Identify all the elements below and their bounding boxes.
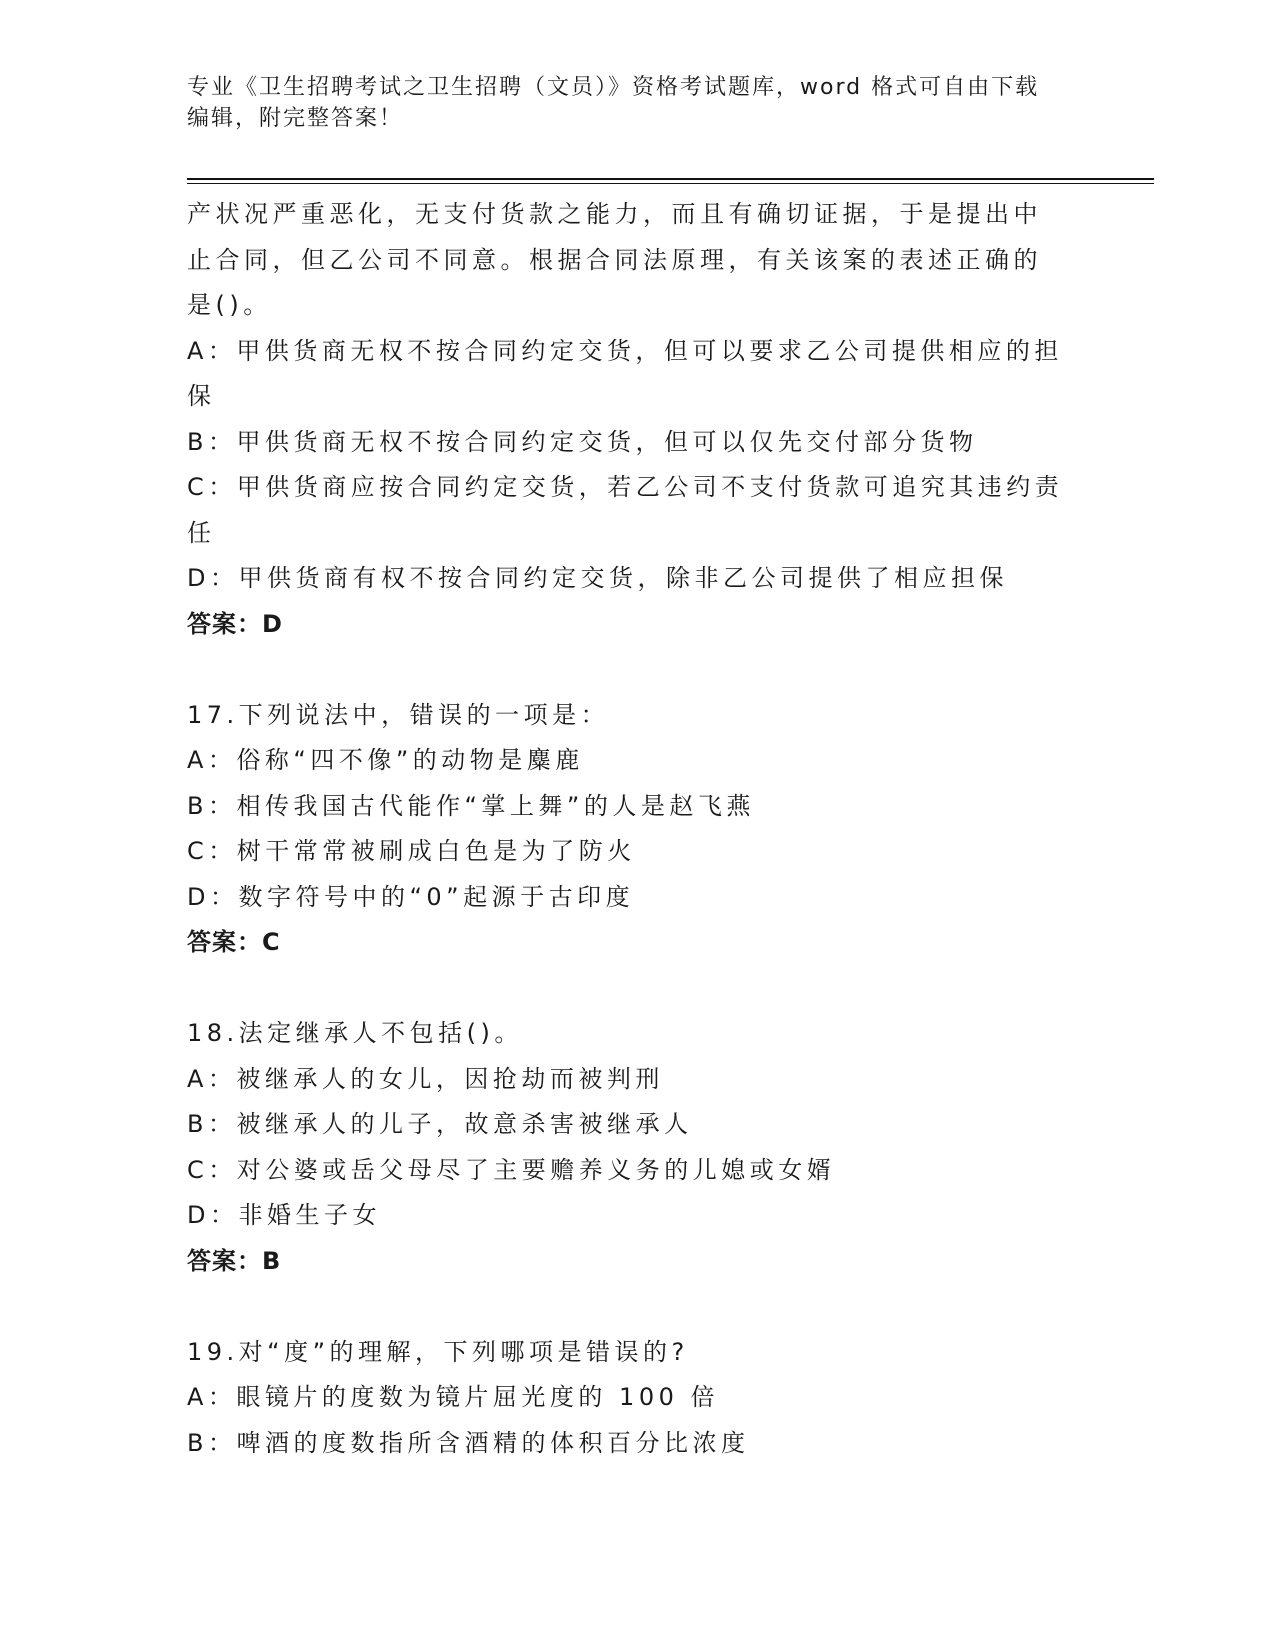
header-divider-thin: [187, 183, 1154, 184]
option-d: D：甲供货商有权不按合同约定交货，除非乙公司提供了相应担保: [187, 564, 1008, 592]
option-c: C：甲供货商应按合同约定交货，若乙公司不支付货款可追究其违约责: [187, 473, 1064, 501]
question-17-block: [187, 693, 1087, 966]
question-19-block: [187, 1330, 1087, 1467]
answer-label: 答案：B: [187, 1246, 282, 1275]
option-d: D：数字符号中的“0”起源于古印度: [187, 882, 635, 911]
option-a: A：眼镜片的度数为镜片屈光度的 100 倍: [187, 1383, 719, 1411]
option-a: A：甲供货商无权不按合同约定交货，但可以要求乙公司提供相应的担: [187, 336, 1063, 365]
question-stem: 18.法定继承人不包括()。: [187, 1019, 523, 1047]
question-stem-line: 产状况严重恶化，无支付货款之能力，而且有确切证据，于是提出中: [187, 200, 1042, 228]
question-18-block: [187, 1011, 1087, 1284]
spacer: [187, 647, 1087, 693]
option-c: C：树干常常被刷成白色是为了防火: [187, 837, 636, 865]
question-stem-line: 止合同，但乙公司不同意。根据合同法原理，有关该案的表述正确的: [187, 245, 1042, 274]
option-c-continued: 任: [187, 518, 216, 547]
header-line-2: 编辑，附完整答案！: [187, 106, 404, 131]
question-list: [187, 192, 1087, 1466]
option-b: B：相传我国古代能作“掌上舞”的人是赵飞燕: [187, 791, 755, 820]
answer-label: 答案：C: [187, 928, 281, 956]
option-c: C：对公婆或岳父母尽了主要赡养义务的儿媳或女婿: [187, 1155, 836, 1184]
spacer: [187, 966, 1087, 1012]
question-16-block: [187, 192, 1087, 647]
spacer: [187, 1284, 1087, 1330]
header-line-1: 专业《卫生招聘考试之卫生招聘（文员）》资格考试题库，word 格式可自由下载: [187, 75, 1040, 100]
question-stem-line: 是()。: [187, 291, 272, 319]
option-a: A：俗称“四不像”的动物是麋鹿: [187, 746, 584, 774]
option-a: A：被继承人的女儿，因抢劫而被判刑: [187, 1064, 664, 1093]
page-header: [187, 72, 1087, 134]
question-stem: 19.对“度”的理解，下列哪项是错误的?: [187, 1337, 689, 1366]
header-divider-thick: [187, 178, 1154, 180]
option-b: B：啤酒的度数指所含酒精的体积百分比浓度: [187, 1428, 750, 1457]
answer-label: 答案：D: [187, 609, 283, 638]
option-d: D：非婚生子女: [187, 1201, 381, 1229]
option-b: B：被继承人的儿子，故意杀害被继承人: [187, 1110, 693, 1138]
option-b: B：甲供货商无权不按合同约定交货，但可以仅先交付部分货物: [187, 427, 978, 456]
question-stem: 17.下列说法中，错误的一项是：: [187, 700, 610, 729]
option-a-continued: 保: [187, 382, 216, 410]
